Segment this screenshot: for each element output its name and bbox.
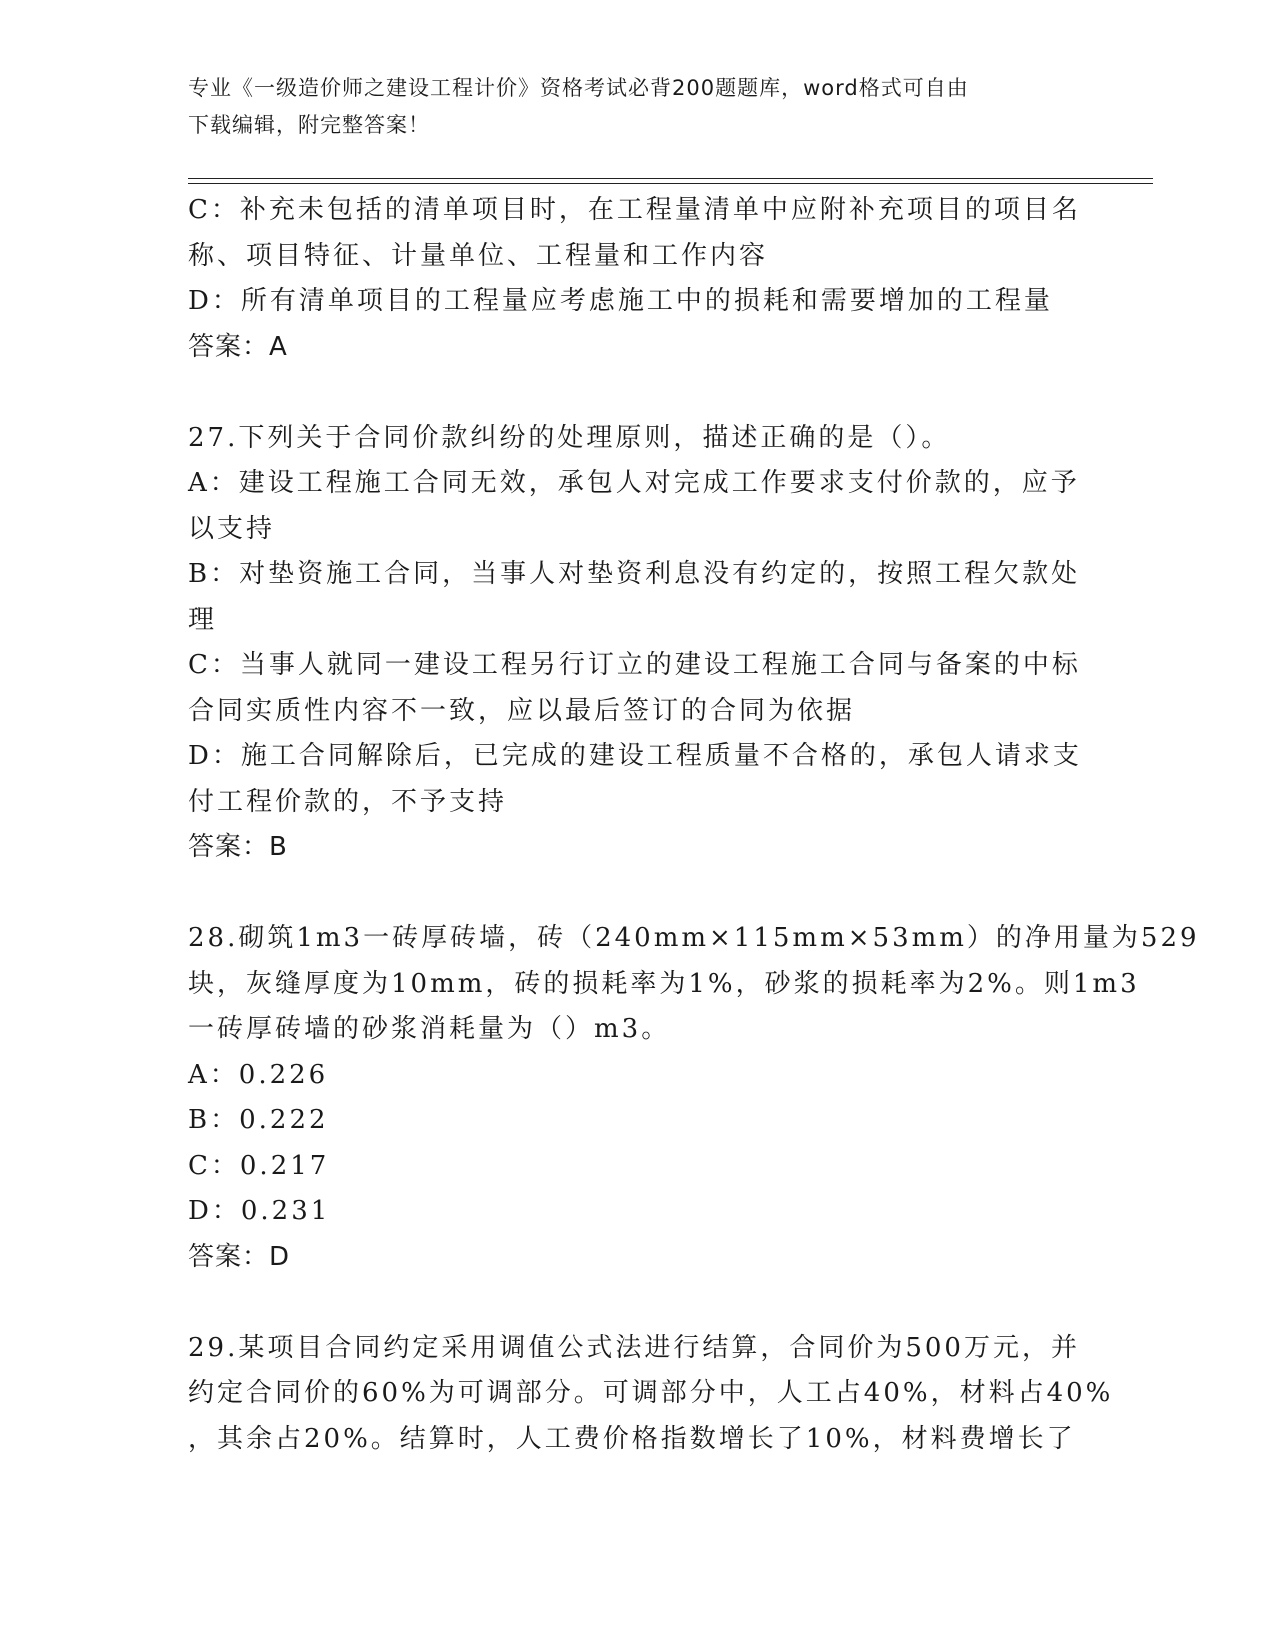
question-28 <box>188 916 1200 1280</box>
option-d: D：0.231 <box>188 1196 331 1226</box>
option-a: A：0.226 <box>188 1059 329 1090</box>
header-line-1: 专业《一级造价师之建设工程计价》资格考试必背200题题库，word格式可自由 <box>188 76 969 100</box>
option-a-line-2: 以支持 <box>188 513 276 544</box>
page-header <box>188 70 1088 144</box>
answer: 答案：B <box>188 832 288 862</box>
option-c-line-1: C：当事人就同一建设工程另行订立的建设工程施工合同与备案的中标 <box>188 650 1081 680</box>
header-line-2: 下载编辑，附完整答案！ <box>188 113 430 137</box>
question-stem-line-2: 块，灰缝厚度为10mm，砖的损耗率为1%，砂浆的损耗率为2%。则1m3 <box>188 968 1140 999</box>
option-d-line-2: 付工程价款的，不予支持 <box>188 786 508 817</box>
question-27 <box>188 416 1088 871</box>
question-stem-line-3: ，其余占20%。结算时，人工费价格指数增长了10%，材料费增长了 <box>188 1423 1076 1454</box>
answer: 答案：D <box>188 1241 291 1272</box>
option-d: D：所有清单项目的工程量应考虑施工中的损耗和需要增加的工程量 <box>188 286 1053 316</box>
option-c: C：0.217 <box>188 1150 330 1181</box>
option-b-line-1: B：对垫资施工合同，当事人对垫资利息没有约定的，按照工程欠款处 <box>188 559 1081 589</box>
option-a-line-1: A：建设工程施工合同无效，承包人对完成工作要求支付价款的，应予 <box>188 468 1080 498</box>
spacer <box>188 871 1088 917</box>
question-29 <box>188 1326 1114 1463</box>
option-d-line-1: D：施工合同解除后，已完成的建设工程质量不合格的，承包人请求支 <box>188 741 1082 771</box>
question-stem-line-2: 约定合同价的60%为可调部分。可调部分中，人工占40%，材料占40% <box>188 1378 1114 1408</box>
question-stem-line-3: 一砖厚砖墙的砂浆消耗量为（）m3。 <box>188 1014 671 1044</box>
question-stem-line-1: 29.某项目合同约定采用调值公式法进行结算，合同价为500万元，并 <box>188 1332 1080 1363</box>
option-c-line-2: 合同实质性内容不一致，应以最后签订的合同为依据 <box>188 695 856 726</box>
option-b-line-2: 理 <box>188 604 218 635</box>
option-c-line-1: C：补充未包括的清单项目时，在工程量清单中应附补充项目的项目名 <box>188 195 1081 225</box>
option-b: B：0.222 <box>188 1105 329 1135</box>
question-stem-line-1: 28.砌筑1m3一砖厚砖墙，砖（240mm×115mm×53mm）的净用量为529 <box>188 923 1200 953</box>
document-body <box>188 188 1200 1462</box>
spacer <box>188 370 1088 416</box>
header-double-rule <box>188 178 1153 184</box>
question-stem: 27.下列关于合同价款纠纷的处理原则，描述正确的是（）。 <box>188 422 951 453</box>
answer: 答案：A <box>188 331 288 362</box>
prev-question <box>188 188 1088 370</box>
spacer <box>188 1280 1088 1326</box>
option-c-line-2: 称、项目特征、计量单位、工程量和工作内容 <box>188 240 769 271</box>
